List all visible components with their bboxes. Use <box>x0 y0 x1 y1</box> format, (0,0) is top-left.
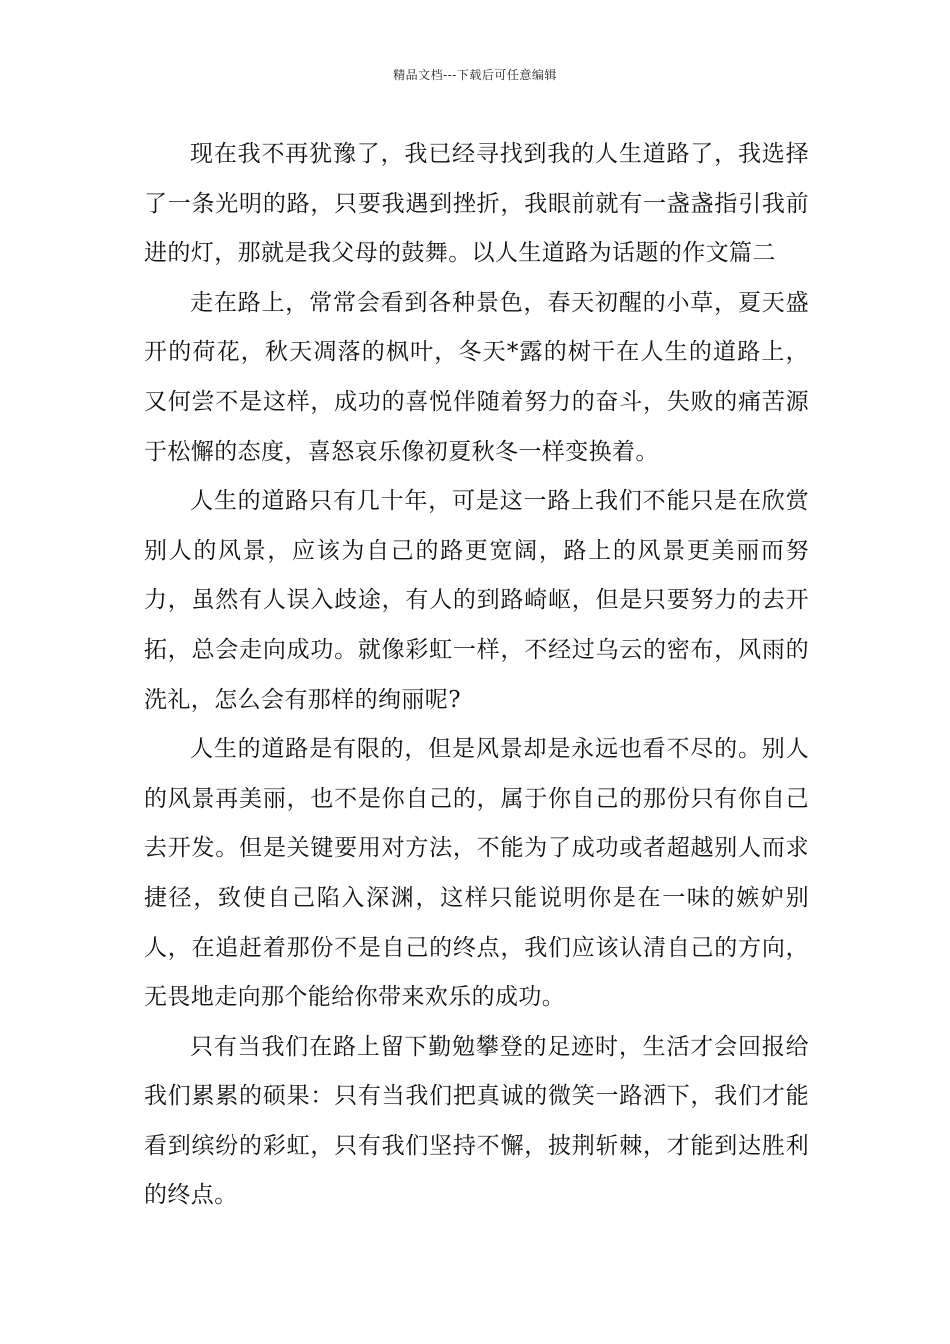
paragraph: 只有当我们在路上留下勤勉攀登的足迹时，生活才会回报给我们累累的硕果：只有当我们把真诚的微笑一路洒下，我们才能看到缤纷的彩虹，只有我们坚持不懈，披荆斩棘，才能到达胜利的终点。 <box>144 1033 809 1209</box>
paragraph: 人生的道路是有限的，但是风景却是永远也看不尽的。别人的风景再美丽，也不是你自己的，属于你自己的那份只有你自己去开发。但是关键要用对方法，不能为了成功或者超越别人而求捷径，致使自己陷入深渊，这样只能说明你是在一味的嫉妒别人，在追赶着那份不是自己的终点，我们应该认清自己的方向，无畏地走向那个能给你带来欢乐的成功。 <box>144 736 809 1011</box>
page-header: 精品文档---下载后可任意编辑 <box>393 68 557 82</box>
paragraph: 走在路上，常常会看到各种景色，春天初醒的小草，夏天盛开的荷花，秋天凋落的枫叶，冬天*露的树干在人生的道路上，又何尝不是这样，成功的喜悦伴随着努力的奋斗，失败的痛苦源于松懈的态度，喜怒哀乐像初夏秋冬一样变换着。 <box>144 289 809 465</box>
paragraph: 人生的道路只有几十年，可是这一路上我们不能只是在欣赏别人的风景，应该为自己的路更宽阔，路上的风景更美丽而努力，虽然有人误入歧途，有人的到路崎岖，但是只要努力的去开拓，总会走向成功。就像彩虹一样，不经过乌云的密布，风雨的洗礼，怎么会有那样的绚丽呢? <box>144 488 809 713</box>
document-body <box>144 130 809 1221</box>
paragraph: 现在我不再犹豫了，我已经寻找到我的人生道路了，我选择了一条光明的路，只要我遇到挫折，我眼前就有一盏盏指引我前进的灯，那就是我父母的鼓舞。以人生道路为话题的作文篇二 <box>144 141 809 267</box>
